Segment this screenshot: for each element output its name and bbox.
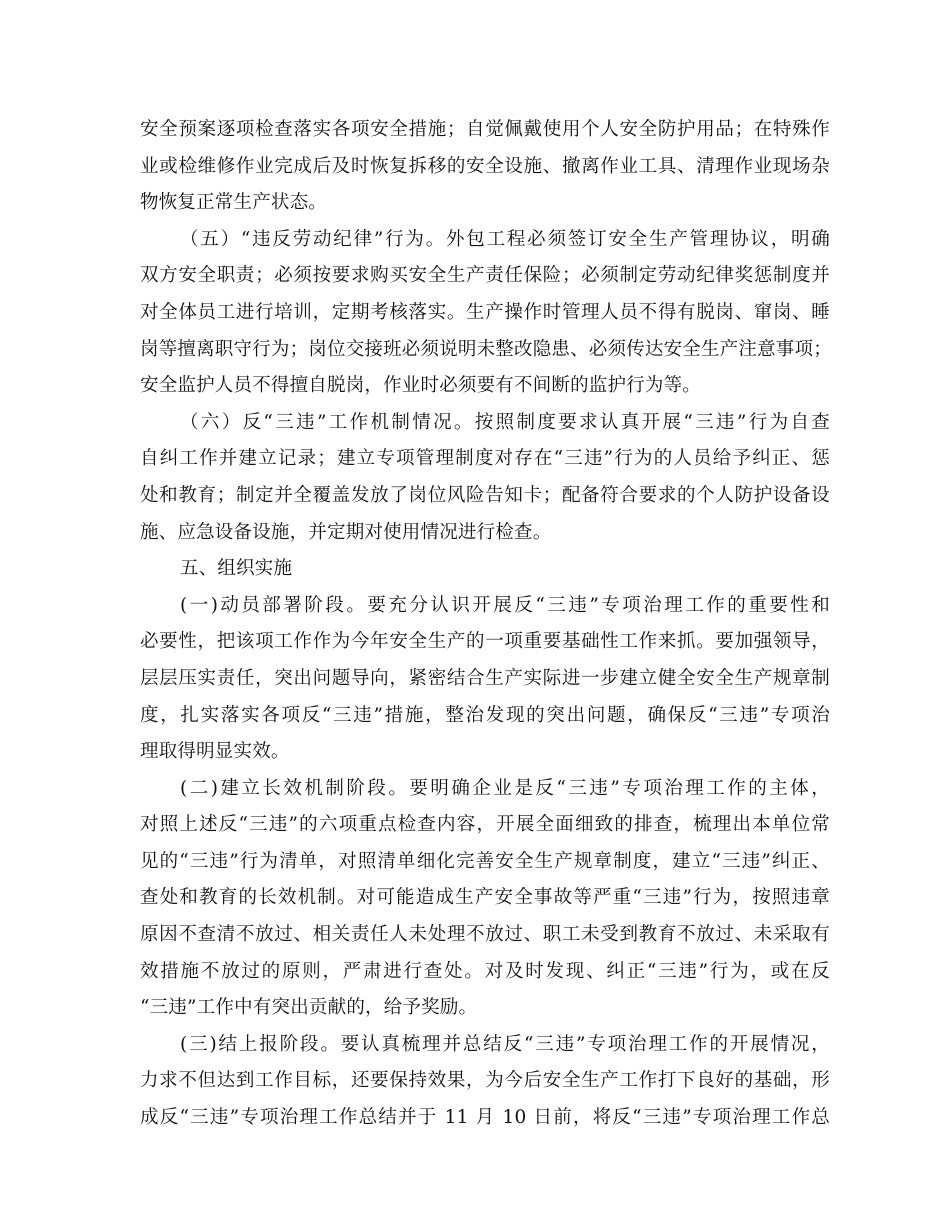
section-title: 五、组织实施 — [180, 558, 293, 580]
text-line: 理取得明显实效。 — [140, 741, 290, 763]
text-line: 效措施不放过的原则，严肃进行查处。对及时发现、纠正“三违”行为，或在反 — [140, 960, 830, 982]
text-line: 成反“三违”专项治理工作总结并于 11 月 10 日前，将反“三违”专项治理工作总 — [140, 1107, 830, 1129]
text-line: （六）反“三违”工作机制情况。按照制度要求认真开展“三违”行为自查 — [180, 411, 830, 433]
text-line: 施、应急设备设施，并定期对使用情况进行检查。 — [140, 521, 552, 543]
text-line: （五）“违反劳动纪律”行为。外包工程必须签订安全生产管理协议，明确 — [180, 228, 830, 250]
text-line: 岗等擅离职守行为；岗位交接班必须说明未整改隐患、必须传达安全生产注意事项； — [140, 338, 832, 360]
text-line: 业或检维修作业完成后及时恢复拆移的安全设施、撤离作业工具、清理作业现场杂 — [140, 155, 830, 177]
text-line: 见的“三违”行为清单，对照清单细化完善安全生产规章制度，建立“三违”纠正、 — [140, 850, 830, 872]
paragraph-continuation — [140, 112, 830, 222]
text-line: 安全预案逐项检查落实各项安全措施；自觉佩戴使用个人安全防护用品；在特殊作 — [140, 119, 830, 140]
text-line: (一)动员部署阶段。要充分认识开展反“三违”专项治理工作的重要性和 — [180, 594, 830, 616]
text-line: 安全监护人员不得擅自脱岗，作业时必须要有不间断的监护行为等。 — [140, 375, 702, 397]
text-line: 力求不但达到工作目标，还要保持效果，为今后安全生产工作打下良好的基础，形 — [140, 1070, 830, 1092]
section-heading — [140, 551, 830, 588]
paragraph-item-5 — [140, 222, 830, 405]
text-line: 原因不查清不放过、相关责任人未处理不放过、职工未受到教育不放过、未采取有 — [140, 924, 830, 946]
paragraph-stage-2 — [140, 771, 830, 1027]
text-line: (三)结上报阶段。要认真梳理并总结反“三违”专项治理工作的开展情况， — [180, 1033, 830, 1055]
text-line: 双方安全职责；必须按要求购买安全生产责任保险；必须制定劳动纪律奖惩制度并 — [140, 265, 830, 287]
paragraph-stage-3 — [140, 1027, 830, 1137]
text-line: 层层压实责任，突出问题导向，紧密结合生产实际进一步建立健全安全生产规章制 — [140, 667, 830, 689]
document-body — [140, 112, 830, 1137]
paragraph-stage-1 — [140, 588, 830, 771]
text-line: 自纠工作并建立记录；建立专项管理制度对存在“三违”行为的人员给予纠正、惩 — [140, 448, 830, 470]
text-line: (二)建立长效机制阶段。要明确企业是反“三违”专项治理工作的主体， — [180, 777, 830, 799]
text-line: 查处和教育的长效机制。对可能造成生产安全事故等严重“三违”行为，按照违章 — [140, 887, 830, 909]
text-line: 必要性，把该项工作作为今年安全生产的一项重要基础性工作来抓。要加强领导， — [140, 631, 830, 653]
text-line: 对照上述反“三违”的六项重点检查内容，开展全面细致的排查，梳理出本单位常 — [140, 814, 830, 836]
text-line: 物恢复正常生产状态。 — [140, 192, 328, 214]
text-line: 处和教育；制定并全覆盖发放了岗位风险告知卡；配备符合要求的个人防护设备设 — [140, 484, 830, 506]
text-line: 对全体员工进行培训，定期考核落实。生产操作时管理人员不得有脱岗、窜岗、睡 — [140, 301, 830, 323]
text-line: 度，扎实落实各项反“三违”措施，整治发现的突出问题，确保反“三违”专项治 — [140, 704, 830, 726]
paragraph-item-6 — [140, 405, 830, 551]
text-line: “三违”工作中有突出贡献的，给予奖励。 — [140, 997, 478, 1019]
